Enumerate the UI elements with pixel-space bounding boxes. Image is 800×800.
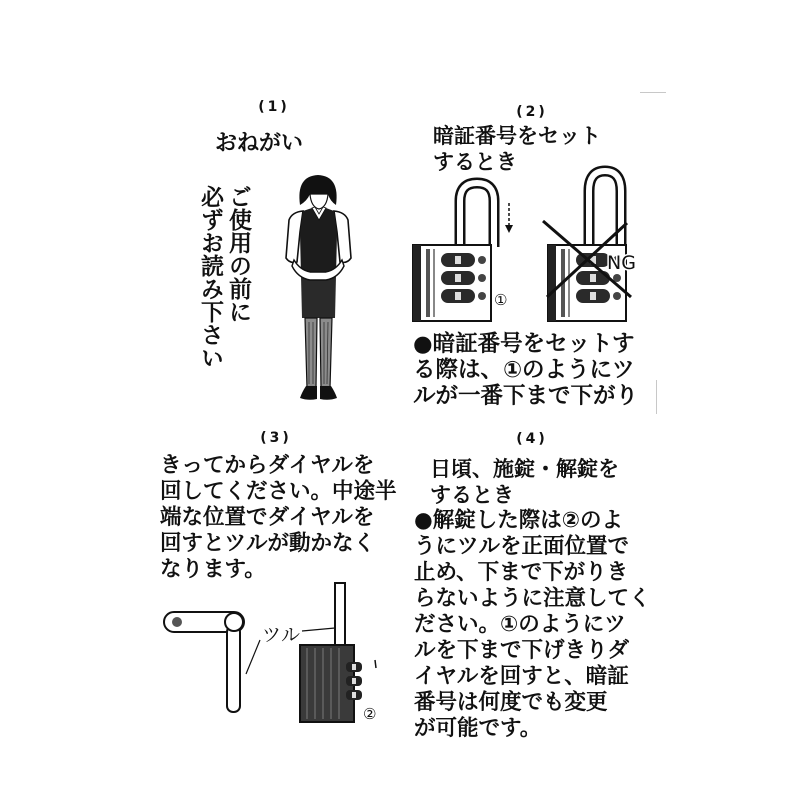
dial-digit	[590, 292, 596, 300]
panel-number: (4)	[516, 431, 548, 447]
dial-digit	[455, 292, 461, 300]
body-line: 番号は何度でも変更	[414, 690, 608, 715]
title-line: 日頃、施錠・解錠を	[430, 457, 619, 481]
tick-mark	[375, 660, 376, 668]
dial-digit	[455, 256, 461, 264]
lock-correct	[413, 183, 507, 321]
panel-number: (1)	[258, 99, 290, 115]
lock-body-stripe	[433, 249, 435, 317]
dial-knob	[613, 292, 621, 300]
scan-edge-mark	[656, 380, 657, 414]
leader-line	[302, 628, 335, 631]
body-line: らないように注意してく	[414, 586, 651, 611]
leader-line	[246, 640, 260, 674]
bowing-woman-illustration	[280, 172, 356, 404]
lock-body-edge	[413, 245, 421, 321]
body-line: ●解錠した際は②のよ	[414, 508, 623, 533]
lock-body-stripe	[426, 249, 430, 317]
dial-knob	[478, 256, 486, 264]
panel-body	[414, 508, 651, 742]
body-line: が可能です。	[414, 716, 542, 741]
step-marker-1: ①	[494, 291, 508, 309]
body-line: ルが一番下まで下がり	[413, 383, 639, 409]
dial-digit	[352, 692, 356, 698]
step-marker-2: ②	[363, 705, 377, 723]
dial-digit	[455, 274, 461, 282]
notice-line: 必ずお読み下さい	[197, 185, 223, 369]
lock-shackle	[335, 583, 345, 649]
body-line: る際は、①のようにツ	[413, 357, 635, 383]
notice-line: ご使用の前に	[225, 185, 251, 323]
face	[310, 194, 328, 209]
body-line: 回すとツルが動かなく	[160, 531, 376, 556]
panel-title	[215, 131, 303, 157]
shackle-pivot	[172, 617, 182, 627]
down-arrow-icon	[505, 203, 513, 233]
left-leg	[305, 318, 317, 388]
panel-title	[430, 456, 619, 508]
dial-knob	[478, 274, 486, 282]
body-line: 止め、下まで下がりき	[414, 560, 629, 585]
shackle-joint	[225, 613, 243, 631]
title-line: 暗証番号をセット	[433, 124, 601, 148]
shackle-side-view	[164, 612, 244, 712]
right-shoe	[320, 386, 337, 400]
lock-body	[300, 645, 354, 722]
dial-digit	[590, 274, 596, 282]
lock-incorrect	[543, 171, 636, 321]
dial-digit	[352, 664, 356, 670]
shackle-position-illustration	[160, 578, 385, 726]
shackle-outline	[460, 183, 494, 251]
skirt	[301, 276, 336, 318]
body-line: イヤルを回すと、暗証	[414, 664, 629, 689]
lock-body-edge	[548, 245, 556, 321]
body-line: 回してください。中途半	[160, 479, 397, 504]
right-leg	[320, 318, 332, 388]
panel-body	[160, 453, 397, 583]
lock-body-stripe	[568, 249, 570, 317]
panel-number: (3)	[260, 430, 292, 446]
title-line: おねがい	[215, 131, 304, 156]
dial-digit	[352, 678, 356, 684]
shackle-arm-vertical	[227, 626, 240, 712]
dial-knob	[478, 292, 486, 300]
panel-body	[413, 331, 638, 409]
scan-edge-mark	[640, 92, 666, 93]
lock-setting-illustration	[405, 165, 650, 325]
left-shoe	[300, 386, 317, 400]
body-line: うにツルを正面位置で	[414, 534, 630, 559]
body-line: ださい。①のようにツ	[414, 612, 626, 637]
ng-mark: NG	[607, 252, 636, 274]
body-line: ルを下まで下げきりダ	[414, 638, 630, 663]
notice-vertical-text	[196, 185, 252, 377]
title-line: するとき	[430, 483, 514, 507]
shackle-outline	[589, 171, 621, 251]
body-line: 端な位置でダイヤルを	[160, 505, 375, 530]
shackle-label: ツル	[262, 624, 301, 646]
body-line: きってからダイヤルを	[160, 453, 375, 478]
body-line: なります。	[160, 557, 266, 582]
arrow-head	[505, 225, 513, 233]
title-line: するとき	[433, 150, 517, 174]
body-line: ●暗証番号をセットす	[413, 331, 635, 357]
lock-front-view	[300, 583, 362, 722]
panel-number: (2)	[516, 104, 548, 120]
